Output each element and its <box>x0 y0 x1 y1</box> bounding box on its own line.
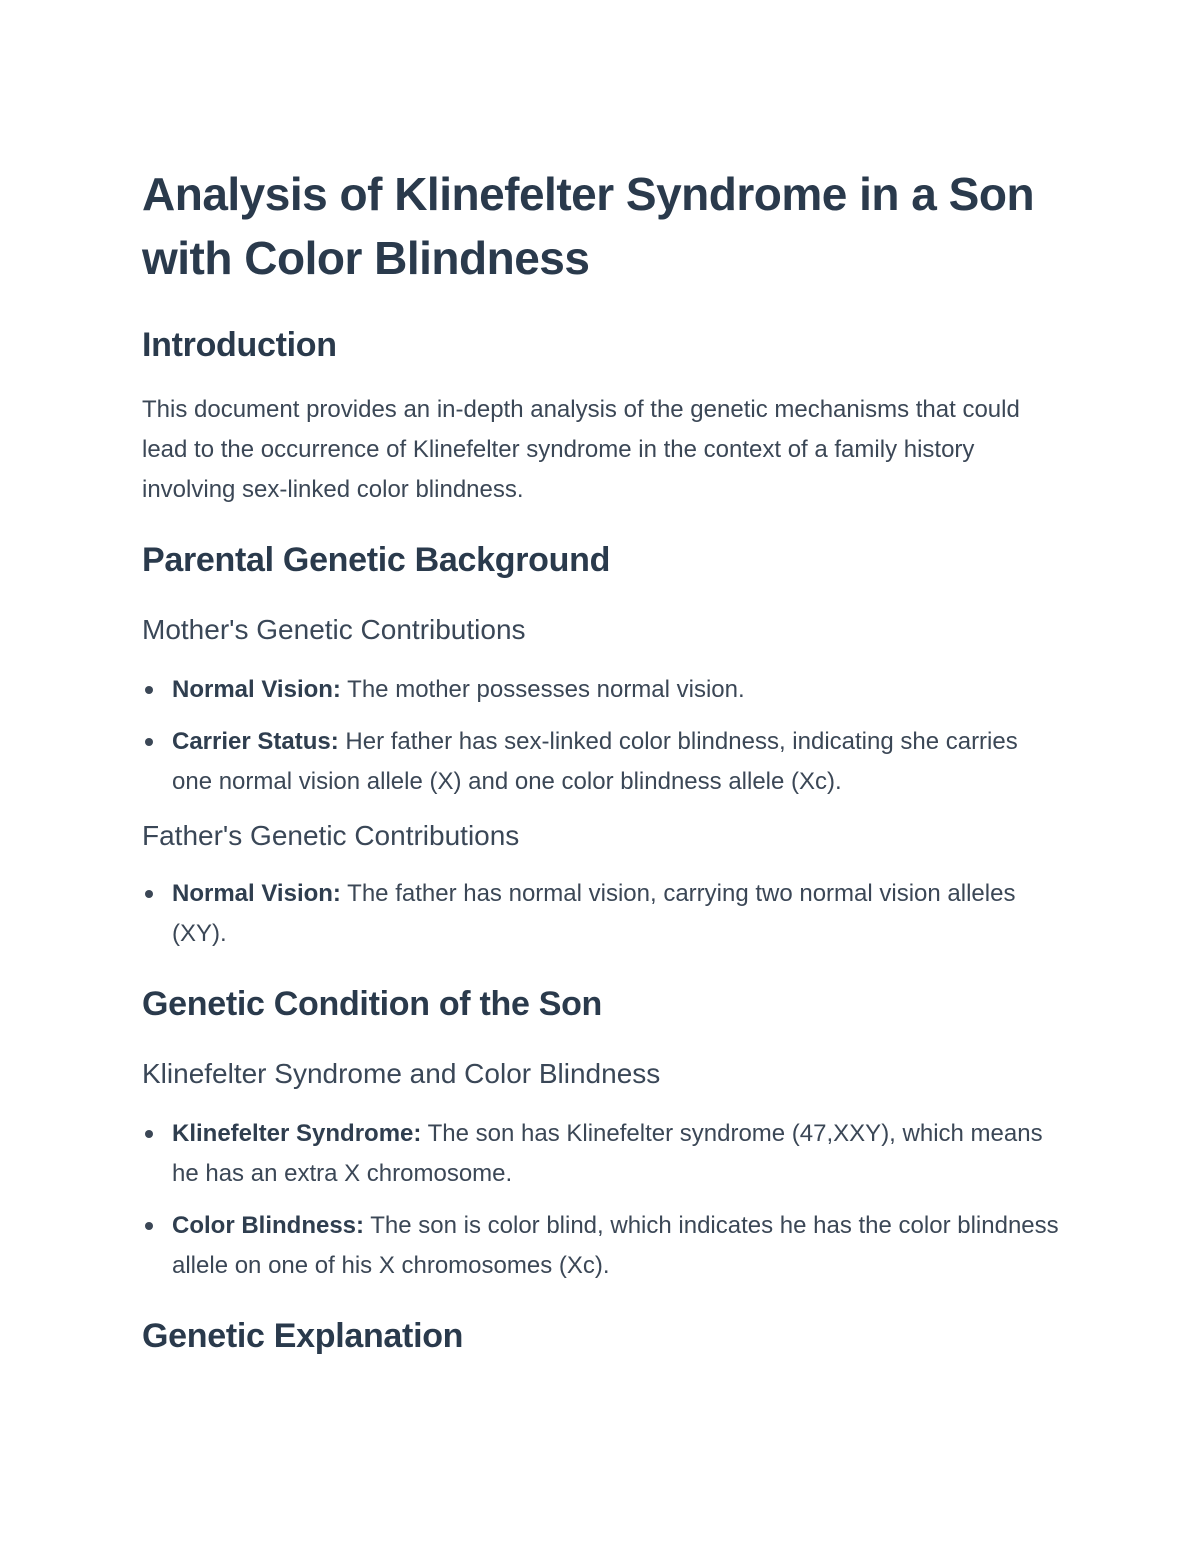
parental-background-heading: Parental Genetic Background <box>142 541 611 579</box>
document-page <box>142 162 1062 1358</box>
introduction-heading: Introduction <box>142 326 337 364</box>
item-label: Carrier Status: <box>172 728 339 755</box>
mother-contributions-heading: Mother's Genetic Contributions <box>142 614 526 645</box>
bullet-icon <box>145 738 153 746</box>
bullet-icon <box>145 1222 153 1230</box>
father-contributions-heading: Father's Genetic Contributions <box>142 820 520 851</box>
bullet-icon <box>145 890 153 898</box>
list-item <box>142 1206 1062 1286</box>
introduction-paragraph: This document provides an in-depth analysis of the genetic mechanisms that could lead to the occurrence of Klinefelter syndrome in the context of a family history involving sex-linked color blindness. <box>142 396 1020 503</box>
item-label: Normal Vision: <box>172 676 341 703</box>
bullet-icon <box>145 1130 153 1138</box>
klinefelter-colorblindness-heading: Klinefelter Syndrome and Color Blindness <box>142 1058 661 1089</box>
list-item <box>142 1114 1062 1194</box>
bullet-icon <box>145 686 153 694</box>
item-text: The mother possesses normal vision. <box>340 676 745 703</box>
item-text: Her father has sex-linked color blindness, indicating she carries one normal vision allele (X) and one color blindness allele (Xc). <box>172 728 1018 795</box>
item-text: The son has Klinefelter syndrome (47,XXY), which means he has an extra X chromosome. <box>172 1120 1043 1187</box>
son-condition-heading: Genetic Condition of the Son <box>142 985 603 1023</box>
genetic-explanation-heading: Genetic Explanation <box>142 1317 464 1355</box>
mother-contributions-list <box>142 670 1062 802</box>
list-item <box>142 874 1062 954</box>
document-title: Analysis of Klinefelter Syndrome in a Son with Color Blindness <box>142 168 1035 284</box>
list-item <box>142 722 1062 802</box>
item-label: Color Blindness: <box>172 1212 365 1239</box>
item-text: The father has normal vision, carrying two normal vision alleles (XY). <box>172 880 1016 947</box>
item-text: The son is color blind, which indicates he has the color blindness allele on one of his X chromosomes (Xc). <box>172 1212 1059 1279</box>
list-item <box>142 670 1062 710</box>
item-label: Klinefelter Syndrome: <box>172 1120 422 1147</box>
item-label: Normal Vision: <box>172 880 341 907</box>
father-contributions-list <box>142 874 1062 954</box>
son-condition-list <box>142 1114 1062 1286</box>
